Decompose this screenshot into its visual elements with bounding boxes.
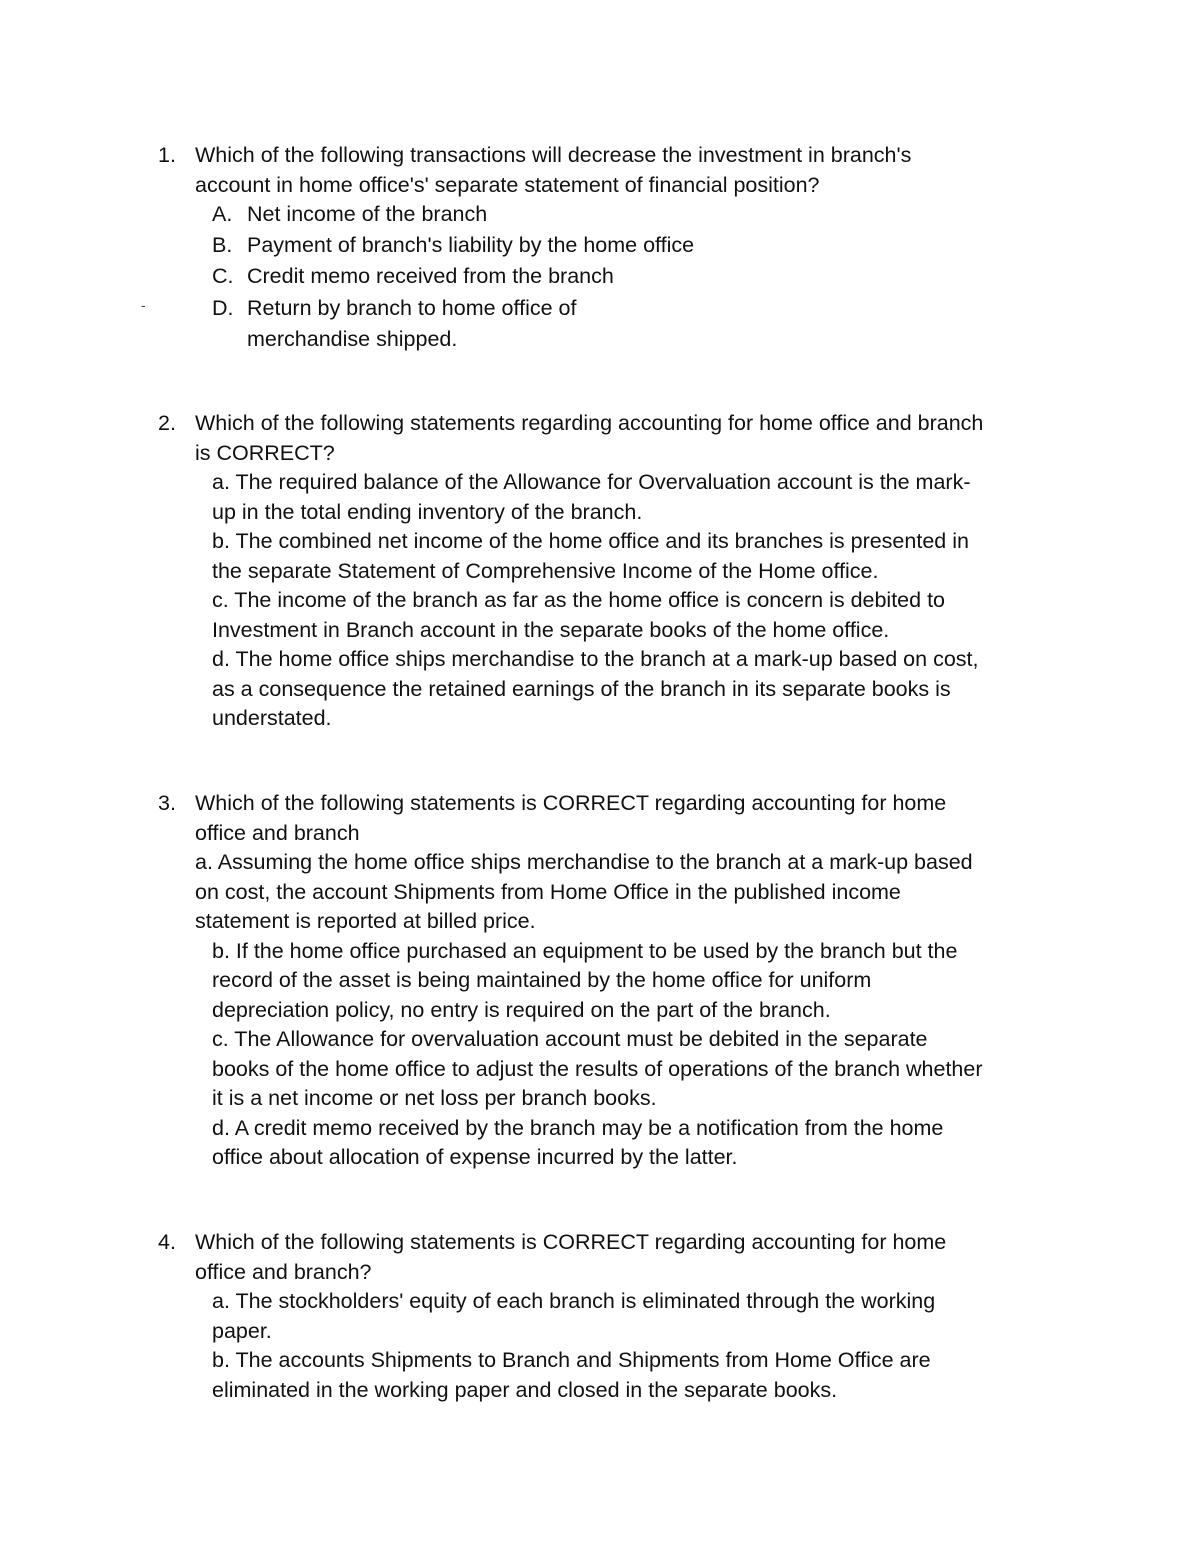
option-a: a. The stockholders' equity of each branch is eliminated through the working paper.: [212, 1289, 936, 1343]
question-number: 4.: [158, 1230, 176, 1254]
option-letter: C.: [212, 264, 234, 288]
option-b: [212, 231, 1068, 261]
option-d: [212, 293, 1068, 355]
question-2-row: [158, 409, 1068, 734]
question-1-options: [195, 200, 1068, 355]
option-text: Net income of the branch: [247, 202, 488, 226]
option-d: d. A credit memo received by the branch may be a notification from the home office about allocation of expense incurred by the latter.: [212, 1115, 944, 1169]
option-c: c. The income of the branch as far as the home office is concern is debited to Investment in Branch account in the separate books of the home office.: [212, 588, 946, 642]
question-1: [158, 141, 1068, 355]
question-4-row: [158, 1228, 1068, 1405]
question-text: Which of the following statements is CORRECT regarding accounting for home office and branch?: [195, 1230, 947, 1284]
question-3: [158, 789, 1068, 1173]
option-letter: A.: [212, 202, 233, 226]
question-2: [158, 409, 1068, 734]
question-3-row: [158, 789, 1068, 1173]
option-d: d. The home office ships merchandise to the branch at a mark-up based on cost, as a consequence the retained earnings of the branch in its separate books is understated.: [212, 647, 979, 730]
question-number: 1.: [158, 143, 176, 167]
question-number: 3.: [158, 791, 176, 815]
option-text: Credit memo received from the branch: [247, 264, 614, 288]
option-c: c. The Allowance for overvaluation account must be debited in the separate books of the home office to adjust the results of operations of the branch whether it is a net income or net loss per branch books.: [212, 1027, 983, 1110]
question-number: 2.: [158, 411, 176, 435]
question-text: Which of the following transactions will decrease the investment in branch's account in home office's' separate statement of financial position?: [195, 143, 912, 197]
option-letter: B.: [212, 233, 233, 257]
option-b: b. If the home office purchased an equipment to be used by the branch but the record of the asset is being maintained by the home office for uniform depreciation policy, no entry is required on the part of the branch.: [212, 938, 958, 1022]
stray-mark: -: [141, 297, 146, 313]
question-4: [158, 1228, 1068, 1405]
option-text: Payment of branch's liability by the home office: [247, 233, 695, 257]
option-a: a. The required balance of the Allowance for Overvaluation account is the mark- up in the total ending inventory of the branch.: [212, 470, 971, 524]
option-c: [212, 262, 1068, 292]
question-1-row: [158, 141, 1068, 355]
question-text: Which of the following statements regarding accounting for home office and branch is CORRECT?: [195, 411, 984, 465]
option-a: [212, 200, 1068, 230]
option-text: Return by branch to home office of merchandise shipped.: [247, 296, 577, 351]
option-b: b. The accounts Shipments to Branch and Shipments from Home Office are eliminated in the working paper and closed in the separate books.: [212, 1348, 931, 1402]
question-text: Which of the following statements is CORRECT regarding accounting for home office and branch: [195, 791, 947, 845]
option-b: b. The combined net income of the home office and its branches is presented in the separate Statement of Comprehensive Income of the Home office.: [212, 529, 969, 583]
option-a: a. Assuming the home office ships merchandise to the branch at a mark-up based on cost, the account Shipments from Home Office in the published income statement is reported at billed price.: [195, 850, 973, 933]
option-letter: D.: [212, 296, 234, 320]
